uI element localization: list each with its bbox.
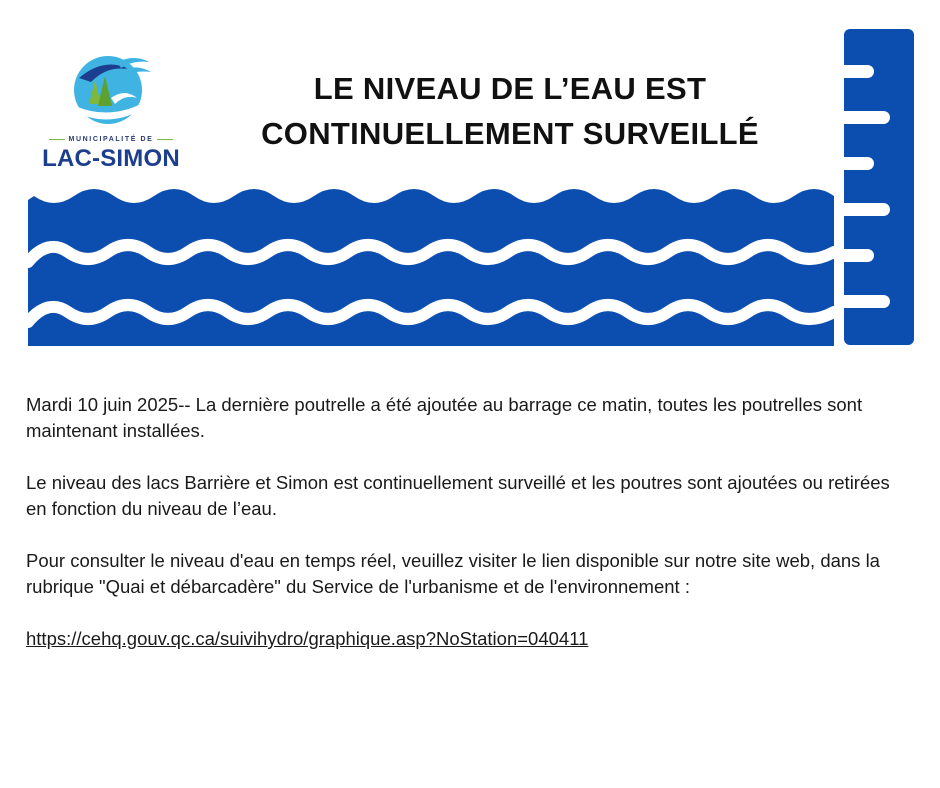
title-line-1: LE NIVEAU DE L’EAU EST	[313, 71, 707, 106]
water-level-gauge-icon	[844, 29, 914, 345]
page-title	[230, 66, 790, 156]
paragraph-date-update: Mardi 10 juin 2025-- La dernière poutrelle a été ajoutée au barrage ce matin, toutes les poutrelles sont maintenant installées.	[26, 394, 863, 441]
logo-name: LAC-SIMON	[42, 145, 180, 172]
logo-subtitle: MUNICIPALITÉ DE	[36, 136, 186, 143]
article-body	[26, 392, 896, 652]
cehq-station-link[interactable]: https://cehq.gouv.qc.ca/suivihydro/graphique.asp?NoStation=040411	[26, 628, 589, 649]
municipality-logo	[36, 44, 186, 174]
paragraph-realtime-info: Pour consulter le niveau d'eau en temps réel, veuillez visiter le lien disponible sur notre site web, dans la rubrique "Quai et débarcadère" du Service de l'urbanisme et de l'environnement :	[26, 550, 880, 597]
lac-simon-emblem-icon	[65, 48, 151, 128]
paragraph-monitoring: Le niveau des lacs Barrière et Simon est continuellement surveillé et les poutres sont ajoutées ou retirées en fonction du niveau de l’eau.	[26, 472, 890, 519]
title-line-2: CONTINUELLEMENT SURVEILLÉ	[261, 116, 759, 151]
water-waves-graphic	[28, 180, 834, 346]
